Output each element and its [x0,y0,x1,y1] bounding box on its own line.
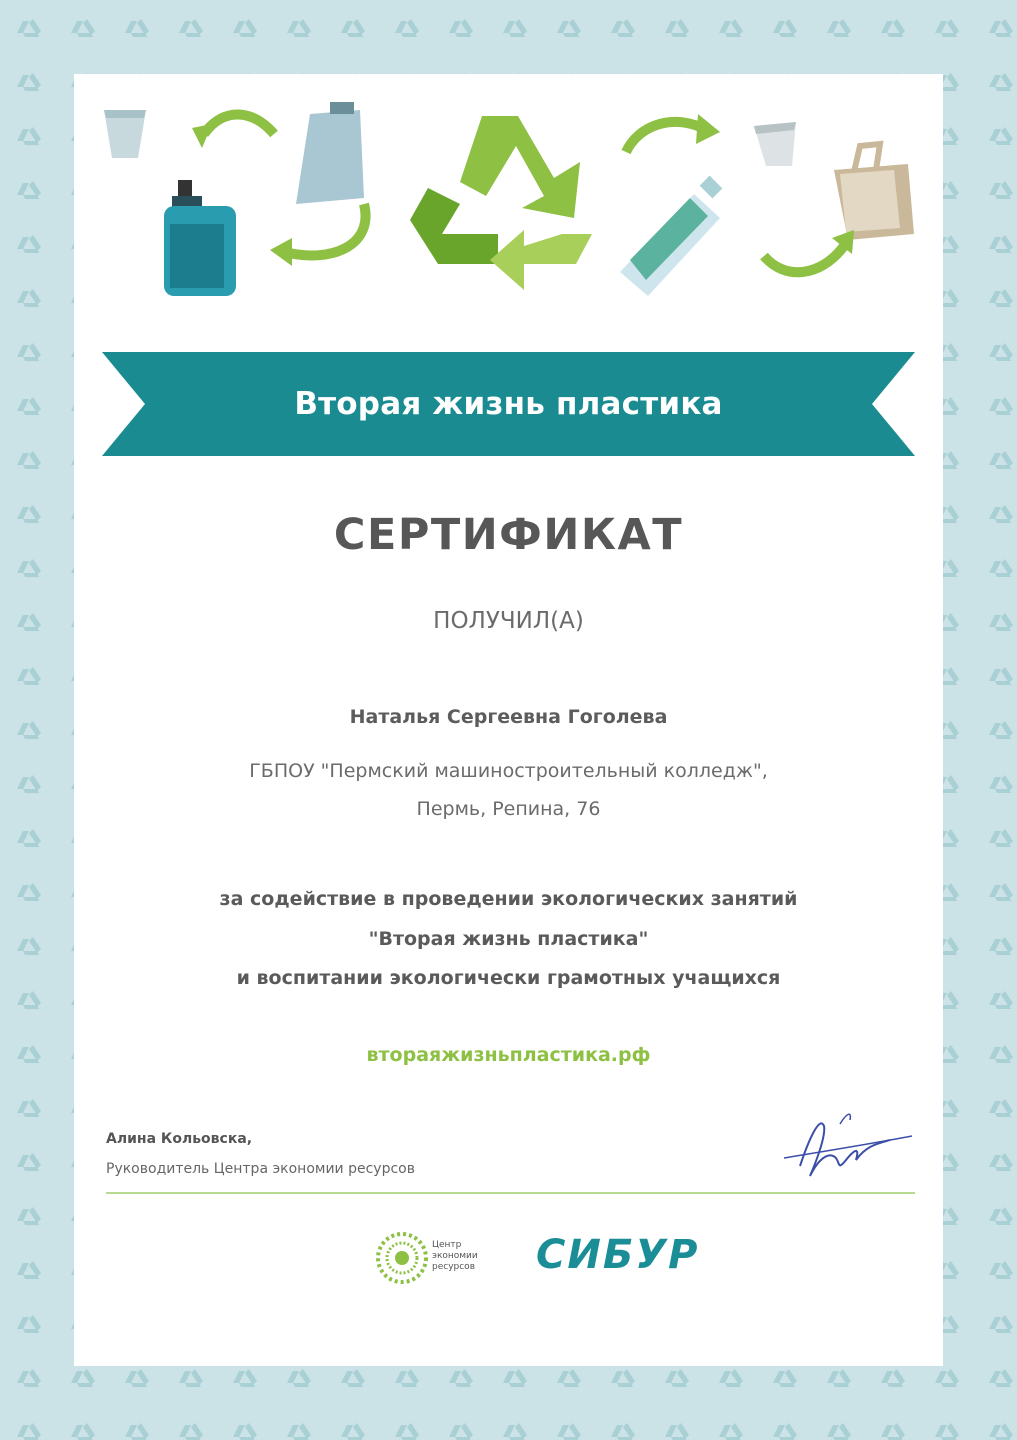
sibur-logo: СИБУР [536,1232,700,1278]
recycle-symbol-icon [410,116,592,290]
signature [780,1106,915,1191]
recycling-illustration [74,74,943,314]
received-label: ПОЛУЧИЛ(А) [433,608,584,634]
divider [106,1192,915,1194]
plastic-bottle-icon [620,176,722,296]
certificate-title: СЕРТИФИКАТ [333,510,684,560]
reason-line: за содействие в проведении экологических занятий [219,888,798,910]
plastic-bag-icon [834,144,914,240]
resource-center-logo-text: Центр экономии ресурсов [432,1240,478,1272]
curved-arrow-icon [192,114,274,148]
banner-title: Вторая жизнь пластика [294,386,723,422]
reason-line: "Вторая жизнь пластика" [368,928,649,950]
reason-line: и воспитании экологически грамотных учащихся [236,967,781,989]
curved-arrow-icon [270,204,366,266]
curved-arrow-icon [626,114,720,152]
plastic-cup-icon [104,110,146,158]
signer-role: Руководитель Центра экономии ресурсов [106,1161,415,1177]
recipient-name: Наталья Сергеевна Гоголева [349,706,668,728]
organization: ГБПОУ "Пермский машиностроительный колледж", [249,760,768,782]
spray-bottle-icon [164,180,236,296]
signer-name: Алина Кольовска, [106,1131,253,1147]
water-jug-icon [296,102,364,204]
curved-arrow-icon [764,230,854,272]
address: Пермь, Репина, 76 [416,798,601,820]
website-link[interactable]: втораяжизньпластика.рф [366,1044,651,1066]
certificate-sheet [74,74,943,1366]
plastic-cup-icon [754,122,796,166]
